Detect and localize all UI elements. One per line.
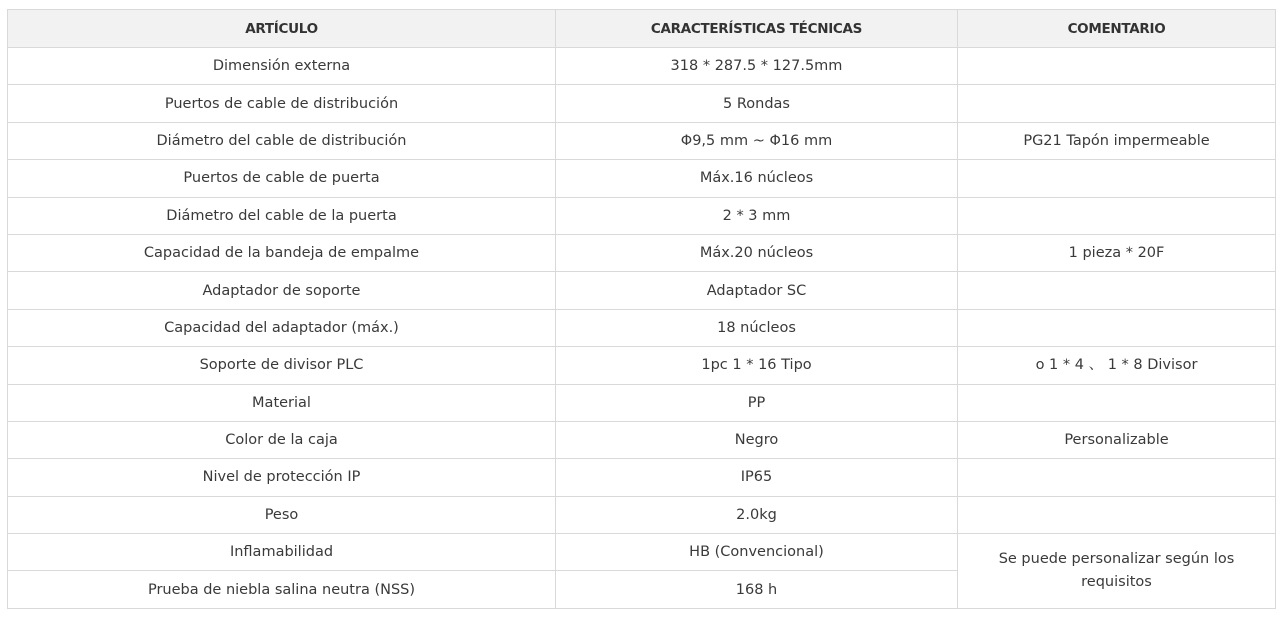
- table-row: [8, 48, 1276, 85]
- spec-table-container: [7, 9, 1276, 609]
- spec-table: [7, 9, 1276, 609]
- table-row: [8, 197, 1276, 234]
- cell-comment: [958, 496, 1276, 533]
- cell-item: Dimensión externa: [8, 48, 556, 85]
- header-articulo: ARTÍCULO: [8, 10, 556, 48]
- table-row: [8, 384, 1276, 421]
- table-row: [8, 459, 1276, 496]
- cell-spec: 5 Rondas: [556, 85, 958, 122]
- cell-comment: [958, 197, 1276, 234]
- header-comentario: COMENTARIO: [958, 10, 1276, 48]
- cell-spec: Adaptador SC: [556, 272, 958, 309]
- table-row: [8, 534, 1276, 571]
- cell-comment: [958, 459, 1276, 496]
- cell-comment: [958, 85, 1276, 122]
- cell-comment: [958, 48, 1276, 85]
- table-row: [8, 309, 1276, 346]
- table-row: [8, 496, 1276, 533]
- header-caracteristicas: CARACTERÍSTICAS TÉCNICAS: [556, 10, 958, 48]
- cell-spec: PP: [556, 384, 958, 421]
- cell-comment: PG21 Tapón impermeable: [958, 122, 1276, 159]
- cell-item: Capacidad del adaptador (máx.): [8, 309, 556, 346]
- cell-spec: Φ9,5 mm ~ Φ16 mm: [556, 122, 958, 159]
- cell-spec: IP65: [556, 459, 958, 496]
- cell-spec: 18 núcleos: [556, 309, 958, 346]
- cell-spec: 1pc 1 * 16 Tipo: [556, 347, 958, 384]
- cell-spec: Máx.20 núcleos: [556, 234, 958, 271]
- cell-item: Diámetro del cable de la puerta: [8, 197, 556, 234]
- cell-comment: o 1 * 4 、 1 * 8 Divisor: [958, 347, 1276, 384]
- cell-item: Peso: [8, 496, 556, 533]
- cell-item: Adaptador de soporte: [8, 272, 556, 309]
- cell-comment: [958, 384, 1276, 421]
- cell-spec: 2 * 3 mm: [556, 197, 958, 234]
- cell-item: Prueba de niebla salina neutra (NSS): [8, 571, 556, 608]
- table-row: [8, 122, 1276, 159]
- cell-item: Inflamabilidad: [8, 534, 556, 571]
- cell-item: Puertos de cable de distribución: [8, 85, 556, 122]
- cell-spec: 318 * 287.5 * 127.5mm: [556, 48, 958, 85]
- table-row: [8, 234, 1276, 271]
- cell-spec: Negro: [556, 421, 958, 458]
- cell-item: Material: [8, 384, 556, 421]
- table-row: [8, 85, 1276, 122]
- cell-spec: 2.0kg: [556, 496, 958, 533]
- cell-comment: 1 pieza * 20F: [958, 234, 1276, 271]
- cell-comment: [958, 160, 1276, 197]
- cell-item: Diámetro del cable de distribución: [8, 122, 556, 159]
- cell-item: Color de la caja: [8, 421, 556, 458]
- cell-spec: 168 h: [556, 571, 958, 608]
- cell-spec: HB (Convencional): [556, 534, 958, 571]
- cell-item: Soporte de divisor PLC: [8, 347, 556, 384]
- table-header-row: [8, 10, 1276, 48]
- cell-comment: Se puede personalizar según los requisitos: [958, 534, 1276, 609]
- table-row: [8, 272, 1276, 309]
- cell-spec: Máx.16 núcleos: [556, 160, 958, 197]
- cell-comment: Personalizable: [958, 421, 1276, 458]
- table-row: [8, 421, 1276, 458]
- table-row: [8, 160, 1276, 197]
- cell-comment: [958, 309, 1276, 346]
- table-row: [8, 347, 1276, 384]
- cell-item: Nivel de protección IP: [8, 459, 556, 496]
- cell-item: Capacidad de la bandeja de empalme: [8, 234, 556, 271]
- cell-comment: [958, 272, 1276, 309]
- cell-item: Puertos de cable de puerta: [8, 160, 556, 197]
